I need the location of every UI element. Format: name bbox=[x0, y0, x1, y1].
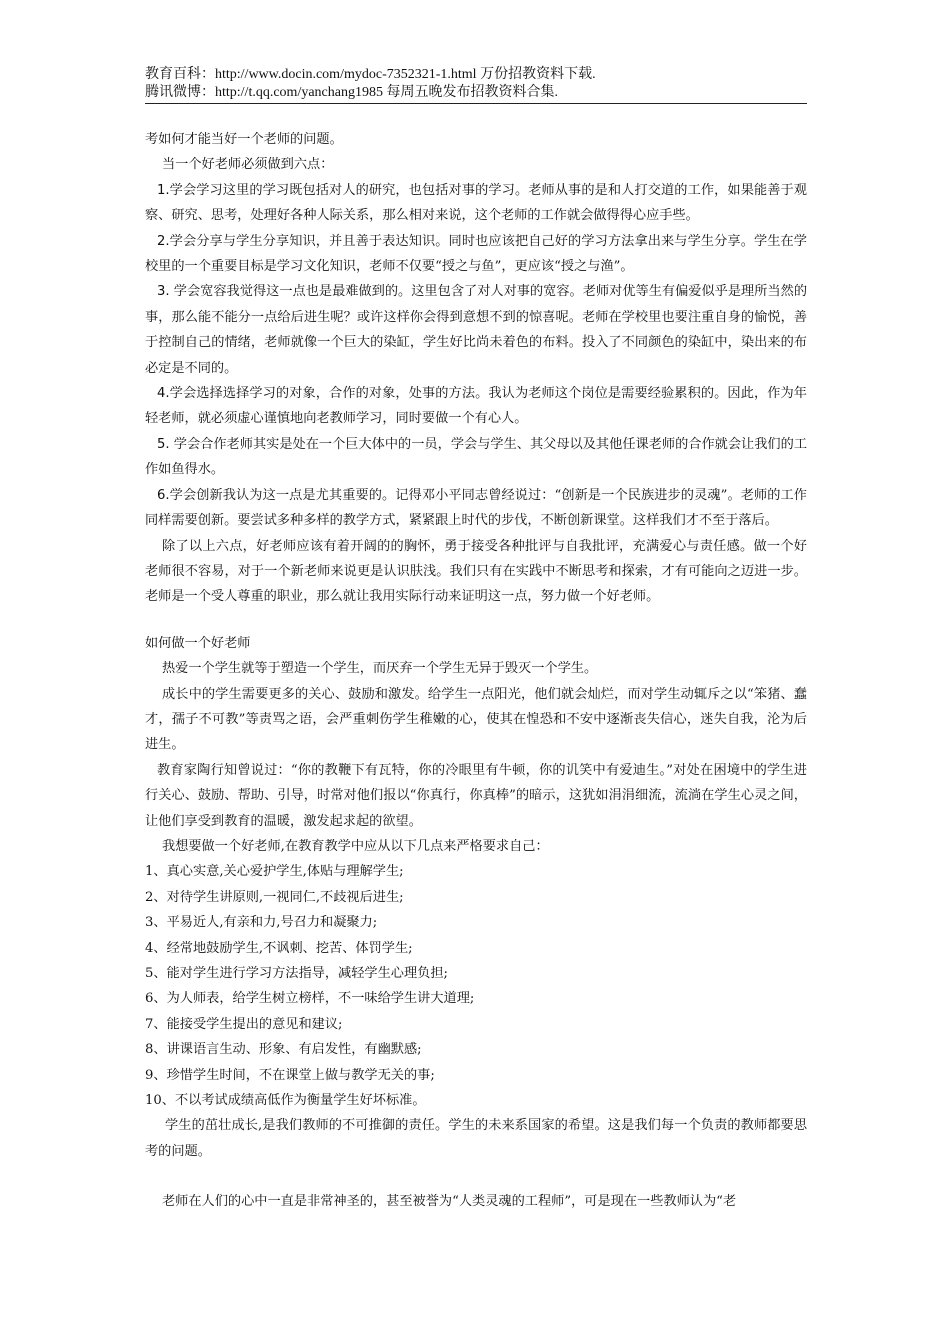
point-text: 学会学习这里的学习既包括对人的研究，也包括对事的学习。老师从事的是和人打交道的工作，如果能善于观察、研究、思考，处理好各种人际关系，那么相对来说，这个老师的工作就会做得得心应手些。 bbox=[145, 182, 807, 224]
point-number: 1. bbox=[157, 182, 170, 198]
requirement-item: 6、为人师表，给学生树立榜样，不一味给学生讲大道理; bbox=[145, 991, 475, 1007]
point-5 bbox=[145, 432, 807, 483]
point-text: 学会选择选择学习的对象，合作的对象，处事的方法。我认为老师这个岗位是需要经验累积的。因此，作为年轻老师，就必须虚心谨慎地向老教师学习，同时要做一个有心人。 bbox=[145, 386, 807, 427]
point-number: 5. bbox=[157, 436, 170, 452]
point-text: 学会创新我认为这一点是尤其重要的。记得邓小平同志曾经说过：“创新是一个民族进步的灵魂”。老师的工作同样需要创新。要尝试多种多样的教学方式，紧紧跟上时代的步伐，不断创新课堂。这样我们才不至于落后。 bbox=[145, 487, 807, 529]
requirement-item: 7、能接受学生提出的意见和建议; bbox=[145, 1016, 343, 1032]
requirement-item: 3、平易近人,有亲和力,号召力和凝聚力; bbox=[145, 915, 378, 931]
point-6 bbox=[145, 483, 807, 534]
point-text: 学会宽容我觉得这一点也是最难做到的。这里包含了对人对事的宽容。老师对优等生有偏爱似乎是理所当然的事，那么能不能分一点给后进生呢？或许这样你会得到意想不到的惊喜呢。老师在学校里也要注重自身的愉悦，善于控制自己的情绪，老师就像一个巨大的染缸，学生好比尚未着色的布料。投入了不同颜色的染缸中，染出来的布必定是不同的。 bbox=[145, 284, 808, 376]
requirement-item: 4、经常地鼓励学生,不讽刺、挖苦、体罚学生; bbox=[145, 940, 413, 956]
six-points-lead: 当一个好老师必须做到六点： bbox=[162, 157, 334, 173]
page-header bbox=[145, 66, 807, 104]
final-paragraph: 老师在人们的心中一直是非常神圣的，甚至被誉为“人类灵魂的工程师”，可是现在一些教师认为“老 bbox=[162, 1194, 737, 1210]
requirement-item: 10、不以考试成绩高低作为衡量学生好坏标准。 bbox=[145, 1093, 426, 1109]
point-number: 6. bbox=[157, 487, 170, 503]
love-students-paragraph: 热爱一个学生就等于塑造一个学生，而厌弃一个学生无异于毁灭一个学生。 bbox=[162, 661, 598, 677]
header-docin-line: 教育百科：http://www.docin.com/mydoc-7352321-1.html 万份招教资料下载. bbox=[145, 67, 596, 82]
requirement-item: 1、真心实意,关心爱护学生,体贴与理解学生; bbox=[145, 864, 404, 880]
requirement-item: 9、珍惜学生时间，不在课堂上做与教学无关的事; bbox=[145, 1067, 435, 1083]
section-gap bbox=[145, 610, 807, 631]
growth-paragraph: 成长中的学生需要更多的关心、鼓励和激发。给学生一点阳光，他们就会灿烂，而对学生动辄斥之以“笨猪、蠢才，孺子不可教”等责骂之语，会严重刺伤学生稚嫩的心，使其在惶恐和不安中逐渐丧失信心，迷失自我，沦为后进生。 bbox=[145, 686, 807, 753]
intro-paragraph: 考如何才能当好一个老师的问题。 bbox=[145, 132, 343, 147]
point-4 bbox=[145, 381, 807, 432]
requirement-item: 8、讲课语言生动、形象、有启发性，有幽默感; bbox=[145, 1042, 422, 1058]
section-title: 如何做一个好老师 bbox=[145, 635, 251, 651]
point-number: 4. bbox=[157, 386, 170, 402]
point-text: 学会分享与学生分享知识，并且善于表达知识。同时也应该把自己好的学习方法拿出来与学生分享。学生在学校里的一个重要目标是学习文化知识，老师不仅要“授之与鱼”，更应该“授之与渔”。 bbox=[145, 233, 807, 275]
section-gap bbox=[145, 1164, 807, 1189]
tao-xingzhi-paragraph: 教育家陶行知曾说过：“你的教鞭下有瓦特，你的冷眼里有牛顿，你的讥笑中有爱迪生。”对处在困境中的学生进行关心、鼓励、帮助、引导，时常对他们报以“你真行，你真棒”的暗示，这犹如涓涓细流，流淌在学生心灵之间，让他们享受到教育的温暖，激发起求起的欲望。 bbox=[145, 762, 807, 829]
closing-paragraph: 学生的茁壮成长,是我们教师的不可推御的责任。学生的未来系国家的希望。这是我们每一个负责的教师都要思考的问题。 bbox=[145, 1118, 807, 1159]
point-3 bbox=[145, 279, 807, 381]
point-2 bbox=[145, 229, 807, 280]
point-number: 2. bbox=[157, 233, 170, 249]
point-text: 学会合作老师其实是处在一个巨大体中的一员，学会与学生、其父母以及其他任课老师的合作就会让我们的工作如鱼得水。 bbox=[145, 436, 808, 478]
requirement-item: 2、对待学生讲原则,一视同仁,不歧视后进生; bbox=[145, 889, 404, 905]
point-1 bbox=[145, 178, 807, 229]
header-weibo-line: 腾讯微博：http://t.qq.com/yanchang1985 每周五晚发布招教资料合集. bbox=[145, 85, 558, 100]
document-body bbox=[145, 127, 807, 1215]
requirements-lead: 我想要做一个好老师,在教育教学中应从以下几点来严格要求自己： bbox=[162, 838, 549, 854]
conclusion-paragraph: 除了以上六点，好老师应该有着开阔的的胸怀，勇于接受各种批评与自我批评，充满爱心与责任感。做一个好老师很不容易，对于一个新老师来说更是认识肤浅。我们只有在实践中不断思考和探索，才有可能向之迈进一步。老师是一个受人尊重的职业，那么就让我用实际行动来证明这一点，努力做一个好老师。 bbox=[145, 538, 807, 605]
requirement-item: 5、能对学生进行学习方法指导，减轻学生心理负担; bbox=[145, 966, 448, 981]
point-number: 3. bbox=[157, 284, 170, 300]
